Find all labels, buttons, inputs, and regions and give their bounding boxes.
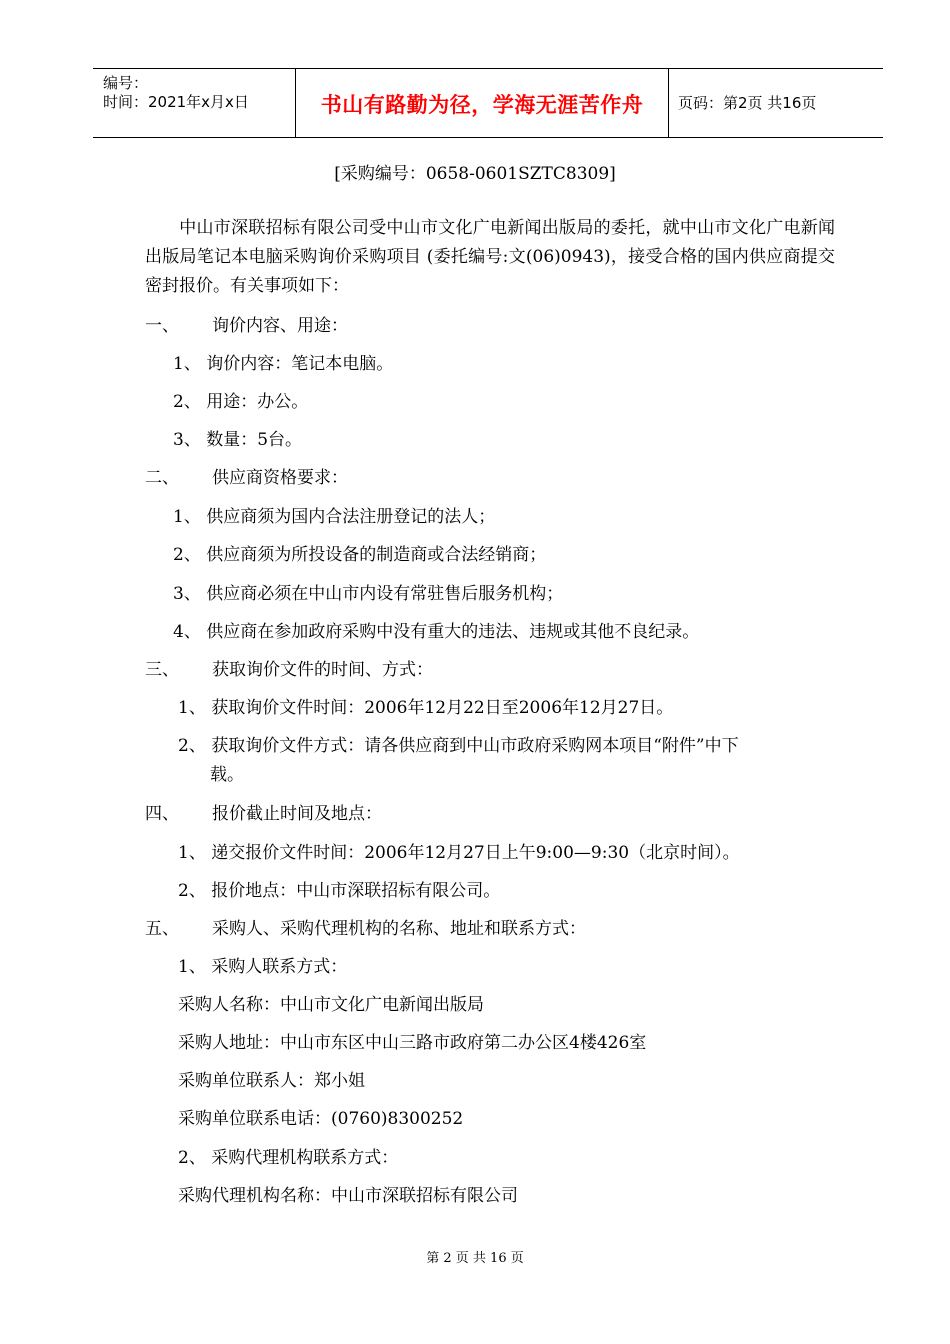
header-right-cell [668, 69, 883, 137]
section-5-title: 采购人、采购代理机构的名称、地址和联系方式： [212, 919, 586, 939]
section-4-title: 报价截止时间及地点： [212, 804, 382, 824]
purchaser-name: 采购人名称：中山市文化广电新闻出版局 [178, 995, 484, 1015]
section-4-number: 四、 [145, 804, 179, 824]
section-4-item-1: 1、 递交报价文件时间：2006年12月27日上午9:00—9:30（北京时间）。 [178, 843, 740, 863]
header-motto: 书山有路勤为径，学海无涯苦作舟 [320, 93, 644, 117]
purchase-number: [采购编号：0658-0601SZTC8309] [334, 164, 616, 184]
section-5-item-2: 2、 采购代理机构联系方式： [178, 1148, 399, 1168]
section-5-item-1: 1、 采购人联系方式： [178, 957, 348, 977]
section-3-number: 三、 [145, 660, 179, 680]
section-2-item-4: 4、 供应商在参加政府采购中没有重大的违法、违规或其他不良纪录。 [173, 622, 700, 642]
intro-paragraph [145, 214, 835, 301]
header-left-cell [93, 69, 295, 137]
section-1-title: 询价内容、用途： [212, 316, 348, 336]
section-1-item-1: 1、 询价内容：笔记本电脑。 [173, 354, 394, 374]
section-3-item-1: 1、 获取询价文件时间：2006年12月22日至2006年12月27日。 [178, 698, 674, 718]
section-2-item-1: 1、 供应商须为国内合法注册登记的法人； [173, 507, 496, 527]
section-3-item-2: 2、 获取询价文件方式：请各供应商到中山市政府采购网本项目“附件”中下 [178, 736, 739, 756]
page-footer: 第 2 页 共 16 页 [426, 1251, 524, 1266]
section-2-item-3: 3、 供应商必须在中山市内设有常驻售后服务机构； [173, 584, 564, 604]
header-middle-cell [295, 69, 669, 137]
purchaser-address: 采购人地址：中山市东区中山三路市政府第二办公区4楼426室 [178, 1033, 647, 1053]
purchaser-phone: 采购单位联系电话：(0760)8300252 [178, 1109, 464, 1129]
section-2-item-2: 2、 供应商须为所投设备的制造商或合法经销商； [173, 545, 547, 565]
section-3-title: 获取询价文件的时间、方式： [212, 660, 433, 680]
doc-time-label: 时间：2021年x月x日 [103, 93, 249, 111]
section-2-title: 供应商资格要求： [212, 468, 348, 488]
intro-text: 中山市深联招标有限公司受中山市文化广电新闻出版局的委托，就中山市文化广电新闻出版局笔记本电脑采购询价采购项目 (委托编号:文(06)0943)，接受合格的国内供应商提交密封报价。有关事项如下： [145, 218, 835, 296]
page-header [93, 68, 883, 138]
section-5-number: 五、 [145, 919, 179, 939]
section-1-item-2: 2、 用途：办公。 [173, 392, 309, 412]
header-page-label: 页码：第2页 共16页 [678, 94, 817, 112]
section-1-number: 一、 [145, 316, 179, 336]
section-3-item-2-cont: 载。 [210, 765, 244, 785]
purchaser-contact: 采购单位联系人：郑小姐 [178, 1071, 365, 1091]
agency-name: 采购代理机构名称：中山市深联招标有限公司 [178, 1186, 518, 1206]
section-2-number: 二、 [145, 468, 179, 488]
section-4-item-2: 2、 报价地点：中山市深联招标有限公司。 [178, 881, 501, 901]
doc-number-label: 编号： [103, 74, 149, 92]
section-1-item-3: 3、 数量：5台。 [173, 430, 303, 450]
